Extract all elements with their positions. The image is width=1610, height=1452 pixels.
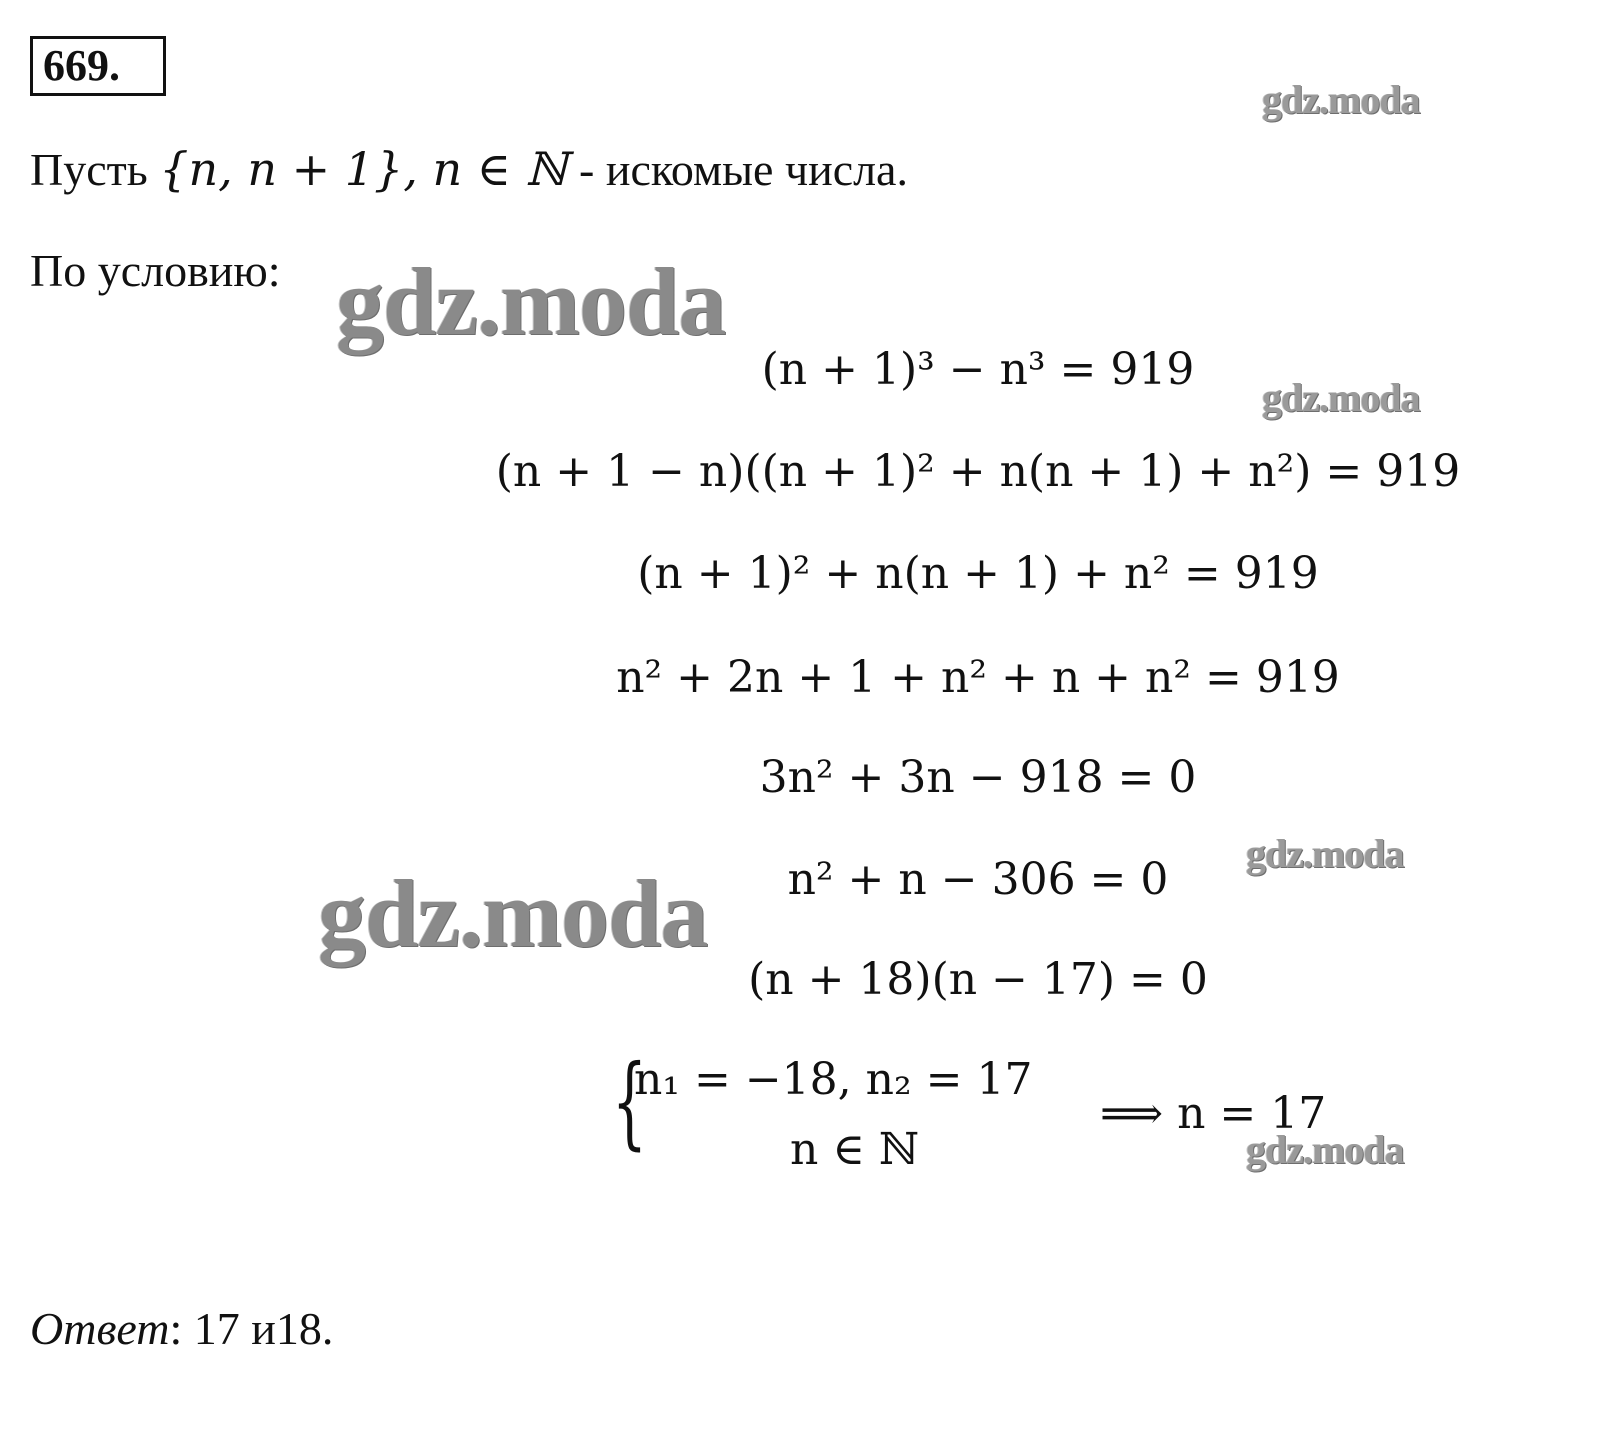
answer-value: : 17 и18. xyxy=(169,1303,334,1354)
equation-6: n² + n − 306 = 0 xyxy=(787,854,1169,905)
watermark-logo: gdz.moda xyxy=(318,860,708,967)
equation-4: n² + 2n + 1 + n² + n + n² = 919 xyxy=(616,652,1340,703)
intro-line xyxy=(30,142,908,196)
equation-5: 3n² + 3n − 918 = 0 xyxy=(759,752,1197,803)
watermark-logo: gdz.moda xyxy=(1262,77,1420,122)
equation-2: (n + 1 − n)((n + 1)² + n(n + 1) + n²) = 919 xyxy=(495,446,1461,497)
system-brace: { xyxy=(612,1043,647,1160)
watermark-logo: gdz.moda xyxy=(336,248,726,355)
answer-label: Ответ xyxy=(30,1303,170,1354)
watermark-logo: gdz.moda xyxy=(1246,1127,1404,1172)
watermark-logo: gdz.moda xyxy=(1246,831,1404,876)
intro-set: {n, n + 1}, n ∈ ℕ xyxy=(159,142,568,196)
equation-1: (n + 1)³ − n³ = 919 xyxy=(761,344,1195,395)
intro-lead: Пусть xyxy=(30,144,160,195)
answer-line xyxy=(30,1302,333,1355)
intro-tail: - искомые числа. xyxy=(567,144,908,195)
problem-number: 669. xyxy=(30,36,166,96)
equation-3: (n + 1)² + n(n + 1) + n² = 919 xyxy=(637,548,1319,599)
condition-label: По условию: xyxy=(30,245,281,296)
equation-7: (n + 18)(n − 17) = 0 xyxy=(748,954,1208,1005)
watermark-logo: gdz.moda xyxy=(1262,375,1420,420)
system-conclusion: ⟹ n = 17 xyxy=(1100,1088,1327,1139)
system-row-roots: n₁ = −18, n₂ = 17 xyxy=(634,1054,1033,1105)
system-row-domain: n ∈ ℕ xyxy=(790,1124,920,1175)
